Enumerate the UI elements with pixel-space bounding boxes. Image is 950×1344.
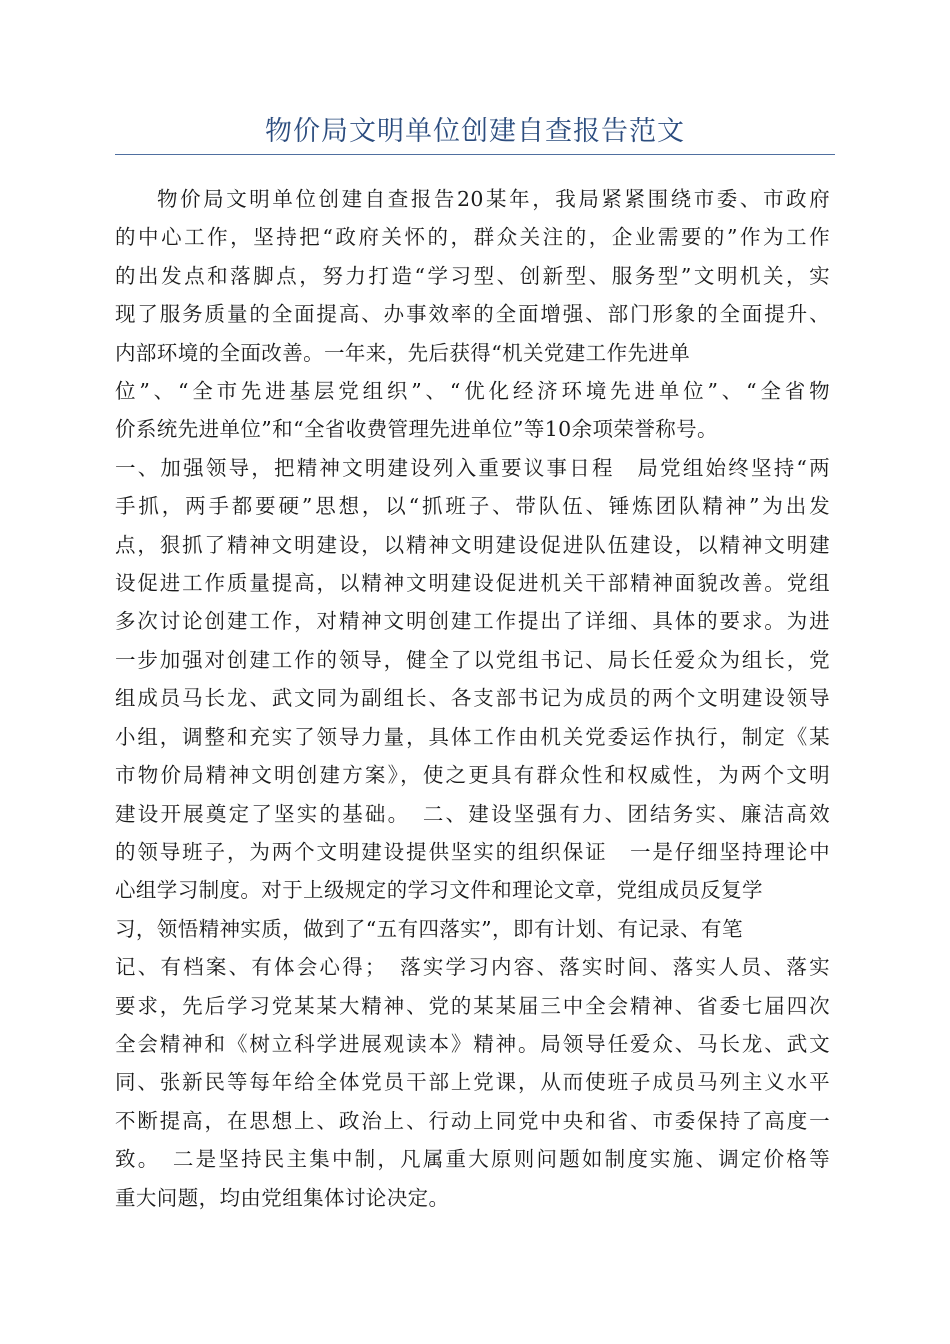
body-line: 要求，先后学习党某某大精神、党的某某届三中全会精神、省委七届四次 <box>115 993 830 1018</box>
body-line: 不断提高，在思想上、政治上、行动上同党中央和省、市委保持了高度一 <box>115 1108 830 1133</box>
document-title: 物价局文明单位创建自查报告范文 <box>265 116 685 147</box>
body-line: 多次讨论创建工作，对精神文明创建工作提出了详细、具体的要求。为进 <box>115 609 830 634</box>
body-line: 重大问题，均由党组集体讨论决定。 <box>115 1185 450 1210</box>
body-line: 位”、“全市先进基层党组织”、“优化经济环境先进单位”、“全省物 <box>115 379 830 404</box>
body-line: 点，狠抓了精神文明建设，以精神文明建设促进队伍建设，以精神文明建 <box>115 532 830 557</box>
body-line: 内部环境的全面改善。一年来，先后获得“机关党建工作先进单 <box>115 340 691 365</box>
body-line: 的领导班子，为两个文明建设提供坚实的组织保证 一是仔细坚持理论中 <box>115 839 830 864</box>
body-line: 心组学习制度。对于上级规定的学习文件和理论文章，党组成员反复学 <box>115 878 763 903</box>
body-line: 的中心工作，坚持把“政府关怀的，群众关注的，企业需要的”作为工作 <box>115 225 830 250</box>
body-line: 手抓，两手都要硬”思想，以“抓班子、带队伍、锤炼团队精神”为出发 <box>115 494 830 519</box>
body-line: 物价局文明单位创建自查报告20某年，我局紧紧围绕市委、市政府 <box>157 187 830 211</box>
body-line: 建设开展奠定了坚实的基础。 二、建设坚强有力、团结务实、廉洁高效 <box>115 801 830 826</box>
body-line: 市物价局精神文明创建方案》，使之更具有群众性和权威性，为两个文明 <box>115 763 830 788</box>
body-line: 同、张新民等每年给全体党员干部上党课，从而使班子成员马列主义水平 <box>115 1070 830 1095</box>
body-line: 一、加强领导，把精神文明建设列入重要议事日程 局党组始终坚持“两 <box>115 455 830 480</box>
body-line: 全会精神和《树立科学进展观读本》精神。局领导任爱众、马长龙、武文 <box>115 1031 830 1056</box>
body-line: 记、有档案、有体会心得； 落实学习内容、落实时间、落实人员、落实 <box>115 955 830 980</box>
body-line: 一步加强对创建工作的领导，健全了以党组书记、局长任爱众为组长，党 <box>115 647 830 672</box>
body-line: 致。 二是坚持民主集中制，凡属重大原则问题如制度实施、调定价格等 <box>115 1147 830 1172</box>
body-line: 现了服务质量的全面提高、办事效率的全面增强、部门形象的全面提升、 <box>115 302 830 327</box>
body-line: 组成员马长龙、武文同为副组长、各支部书记为成员的两个文明建设领导 <box>115 686 830 711</box>
document-body <box>115 180 830 1217</box>
title-underline <box>115 154 835 155</box>
body-line: 价系统先进单位”和“全省收费管理先进单位”等10余项荣誉称号。 <box>115 417 718 442</box>
body-line: 习，领悟精神实质，做到了“五有四落实”，即有计划、有记录、有笔 <box>115 916 743 941</box>
body-line: 小组，调整和充实了领导力量，具体工作由机关党委运作执行，制定《某 <box>115 724 830 749</box>
body-line: 的出发点和落脚点，努力打造“学习型、创新型、服务型”文明机关，实 <box>115 263 830 288</box>
body-line: 设促进工作质量提高，以精神文明建设促进机关干部精神面貌改善。党组 <box>115 571 830 596</box>
